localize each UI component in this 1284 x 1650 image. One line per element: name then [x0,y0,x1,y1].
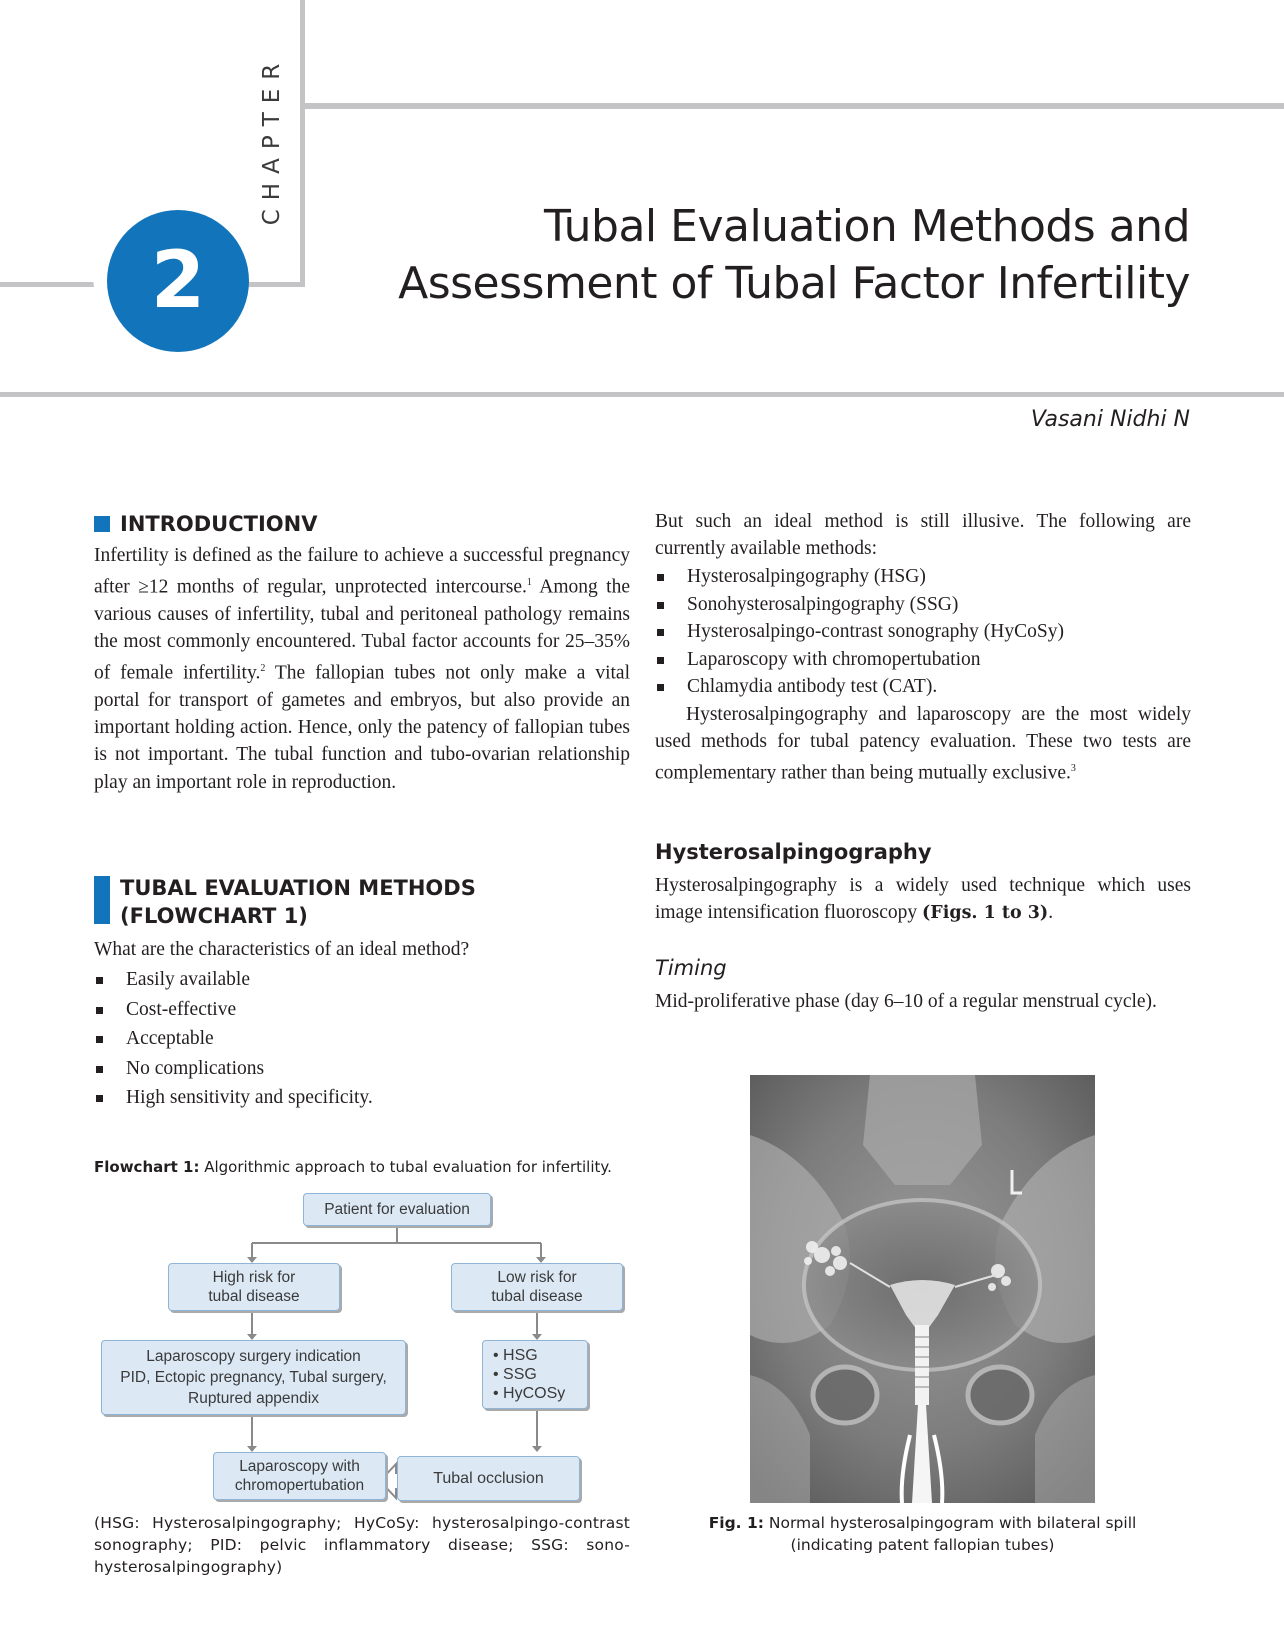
hsg-paragraph: Hysterosalpingography is a widely used technique which uses image intensification fluoroscopy (Figs. 1 to 3). [655,875,1191,924]
chapter-title-line2: Assessment of Tubal Factor Infertility [398,258,1190,309]
author-name: Vasani Nidhi N [1030,407,1190,432]
list-item: No complications [94,1055,630,1083]
hysterosalpingogram-image [750,1075,1095,1503]
hsg-section [655,840,1191,927]
list-item: Laparoscopy with chromopertubation [655,646,1191,674]
chapter-number-badge: 2 [107,210,249,352]
list-item: Hysterosalpingography (HSG) [655,563,1191,591]
methods-heading: TUBAL EVALUATION METHODS (FLOWCHART 1) [94,874,630,930]
timing-heading: Timing [655,956,727,980]
list-item: Easily available [94,966,630,994]
list-item: Sonohysterosalpingography (SSG) [655,591,1191,619]
timing-section [655,956,1191,1015]
flow-low-risk-box: Low risk for tubal disease [451,1263,623,1311]
list-item: Hysterosalpingo-contrast sonography (HyCoSy) [655,618,1191,646]
available-methods-list [655,563,1191,701]
list-item: Acceptable [94,1025,630,1053]
flow-occlusion-box: Tubal occlusion [397,1456,580,1501]
chapter-title-line1: Tubal Evaluation Methods and [543,201,1190,252]
intro-paragraph: Infertility is defined as the failure to achieve a successful pregnancy after ≥12 months of regular, unprotected intercourse.$^1$ Among the various causes of infertility, tubal and peritoneal pathology remains the most commonly encountered. Tubal factor accounts for 25–35% of female infertility.$^2$ The fallopian tubes not only make a vital portal for transport of gametes and embryos, but also provide an important holding action. Hence, only the patency of fallopian tubes is not important. The tubal function and tubo-ovarian relationship play an important role in reproduction. [94,545,630,793]
flow-tests-box: • HSG • SSG • HyCOSy [482,1340,588,1409]
flow-high-risk-box: High risk for tubal disease [168,1263,340,1311]
complement-paragraph: Hysterosalpingography and laparoscopy are the most widely used methods for tubal patency evaluation. These two tests are complementary rather than being mutually exclusive.$^3$ [655,703,1191,784]
chapter-label: CHAPTER [259,54,285,226]
flowchart-abbreviations: (HSG: Hysterosalpingography; HyCoSy: hysterosalpingo-contrast sonography; PID: pelvic inflammatory disease; SSG: sono-hysterosalpingography) [94,1514,630,1576]
list-item: Cost-effective [94,996,630,1024]
right-column [655,508,1191,787]
hsg-heading: Hysterosalpingography [655,840,932,864]
list-item: Chlamydia antibody test (CAT). [655,673,1191,701]
figure-caption: Fig. 1: Normal hysterosalpingogram with bilateral spill (indicating patent fallopian tubes) [708,1514,1137,1554]
intro-heading: INTRODUCTIONV [94,510,630,538]
list-item: High sensitivity and specificity. [94,1084,630,1112]
flow-patient-box: Patient for evaluation [303,1193,491,1226]
flow-lap-surgery-box: Laparoscopy surgery indication PID, Ectopic pregnancy, Tubal surgery, Ruptured appendix [101,1340,406,1415]
methods-question: What are the characteristics of an ideal method? [94,939,470,960]
timing-paragraph: Mid-proliferative phase (day 6–10 of a regular menstrual cycle). [655,991,1157,1012]
flowchart-caption: Flowchart 1: Algorithmic approach to tubal evaluation for infertility. [94,1158,612,1176]
methods-intro: But such an ideal method is still illusive. The following are currently available methods: [655,511,1191,560]
flow-lap-chromo-box: Laparoscopy with chromopertubation [213,1452,386,1500]
